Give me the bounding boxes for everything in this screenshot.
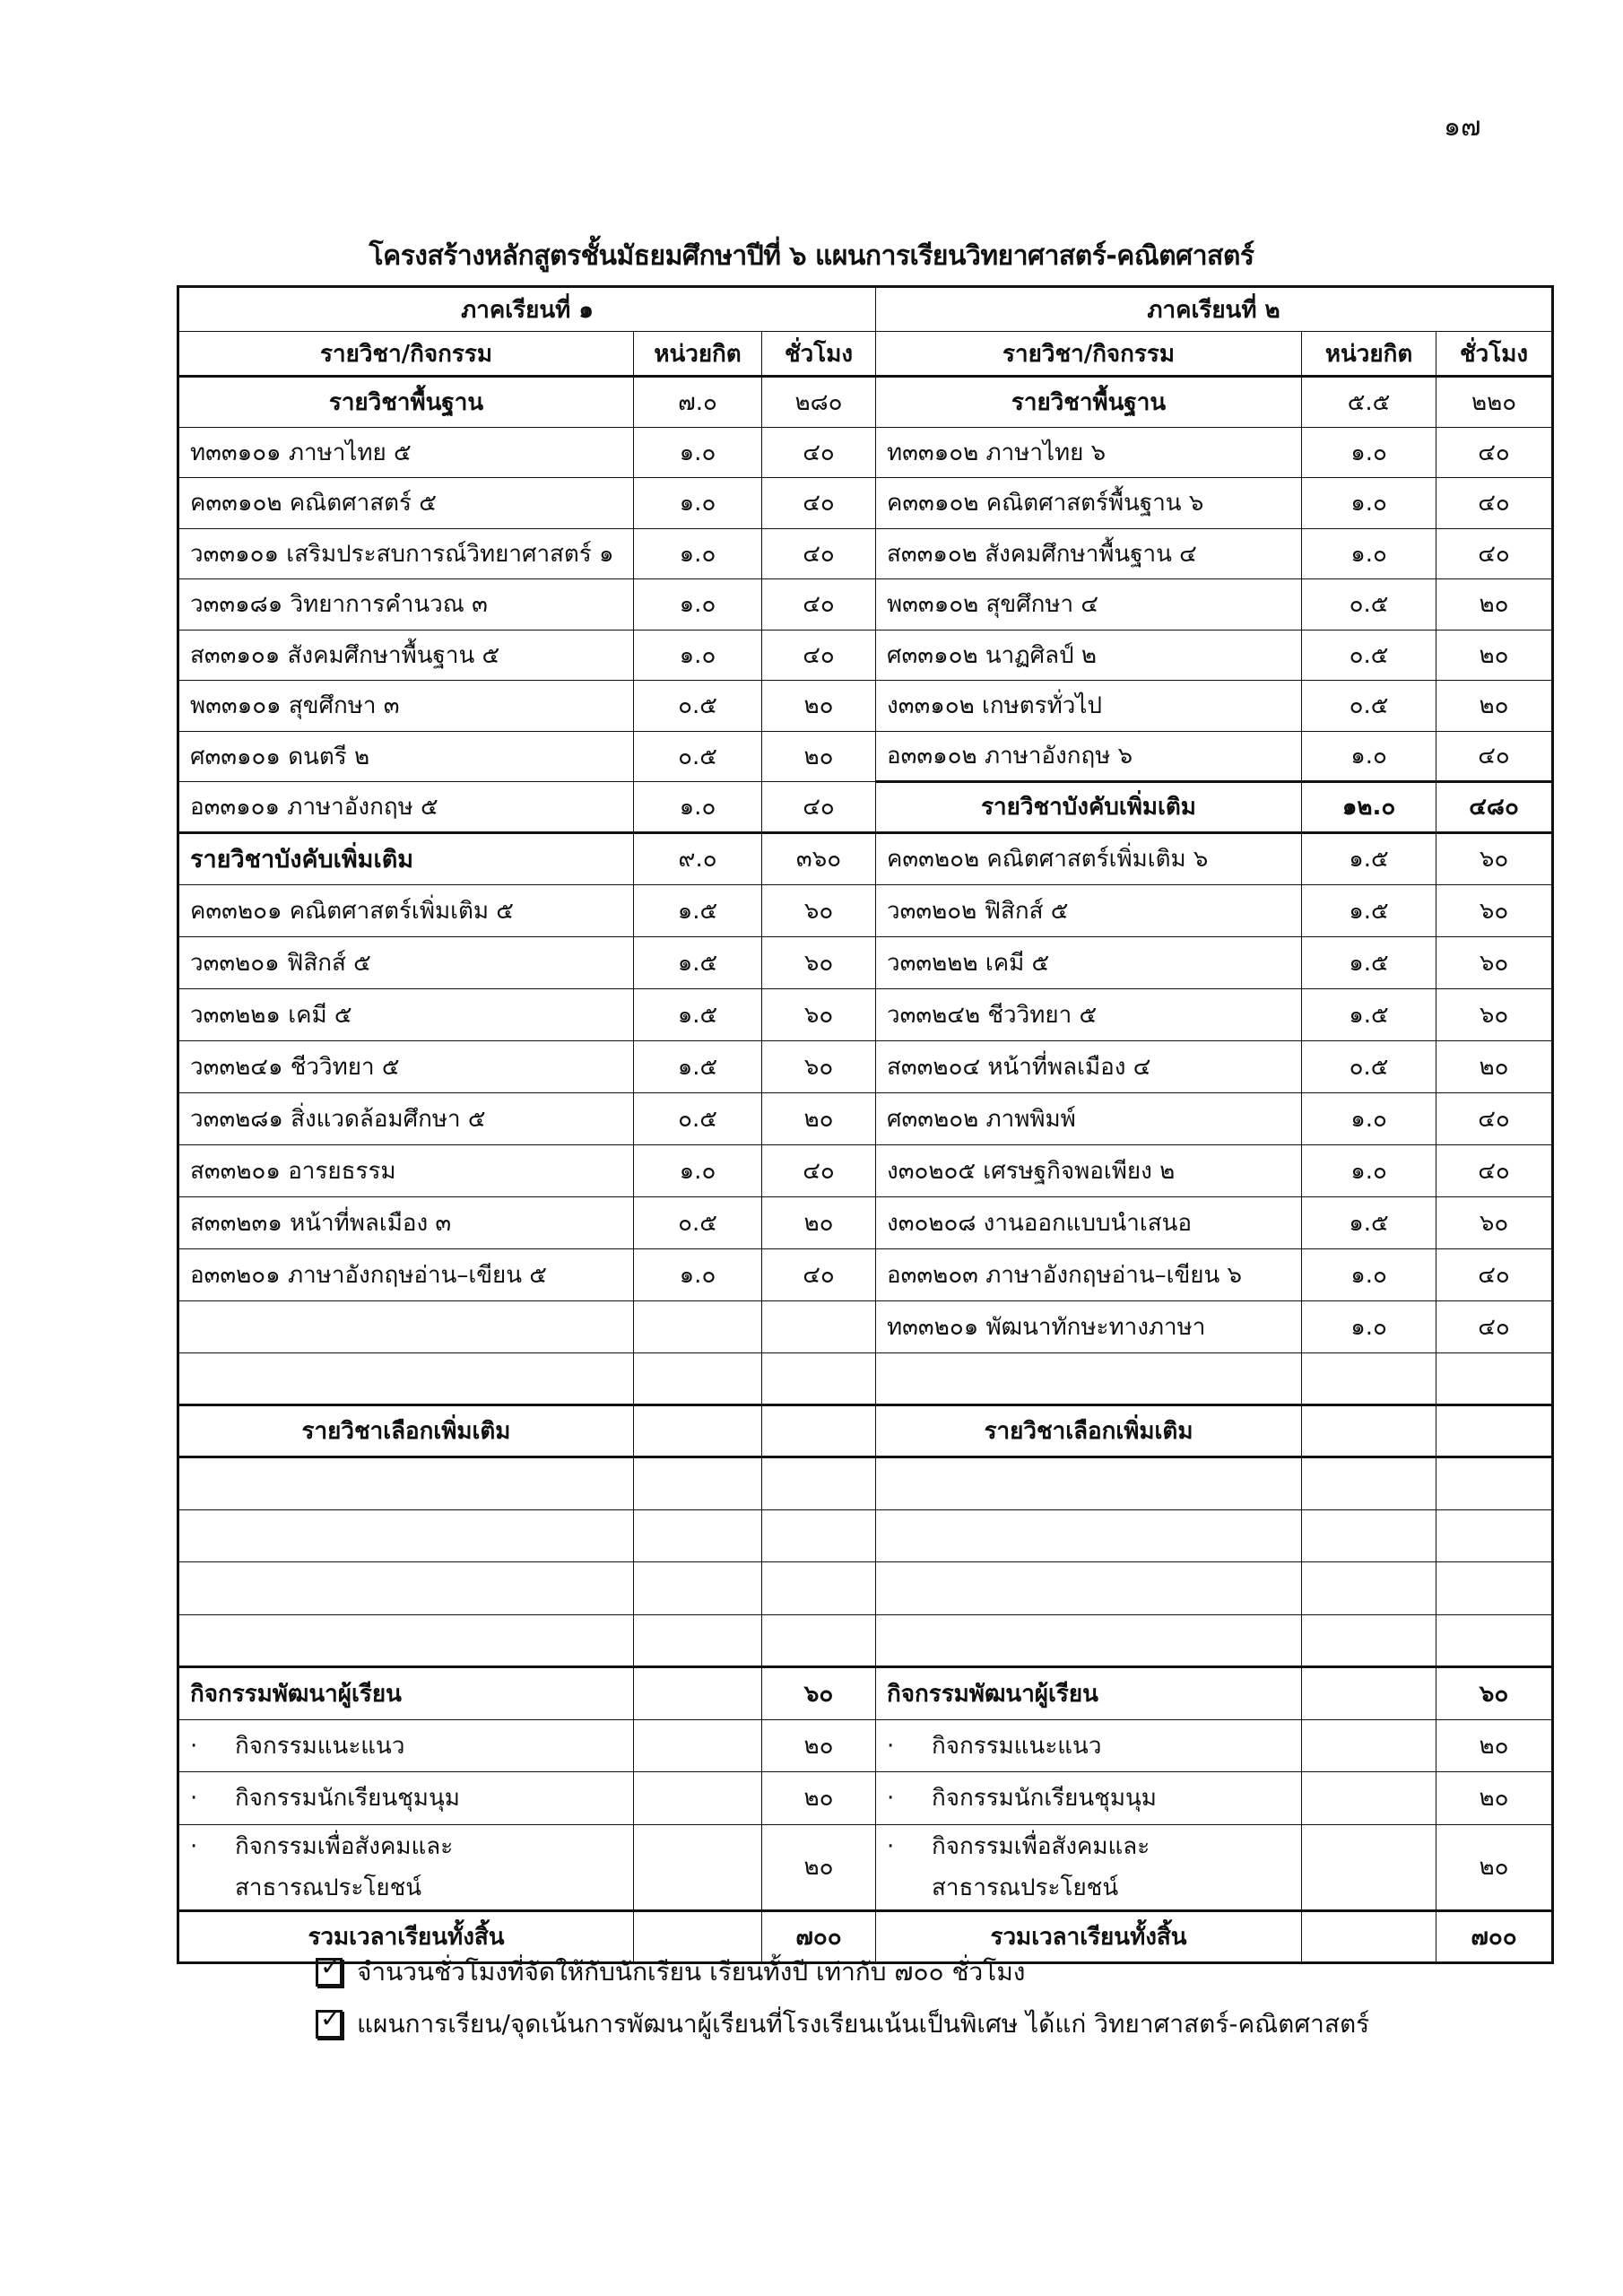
section-hours: ๔๘๐ [1436, 782, 1553, 833]
empty-cell [1302, 1352, 1436, 1405]
bullet: · [887, 1785, 895, 1813]
subject-hours: ๖๐ [1436, 936, 1553, 988]
subject-credits: ๐.๕ [634, 731, 762, 782]
subject-hours: ๔๐ [762, 782, 876, 833]
empty-cell [762, 1405, 876, 1457]
subject-credits: ๑.๐ [1302, 528, 1436, 579]
subject-credits: ๑.๕ [1302, 1196, 1436, 1248]
empty-cell [876, 1562, 1302, 1615]
subject-credits: ๑.๐ [634, 427, 762, 478]
subject-name: ว๓๓๒๒๑ เคมี ๕ [178, 988, 634, 1040]
subject-hours: ๔๐ [762, 528, 876, 579]
table-row [178, 1824, 1553, 1910]
activity-hours: ๒๐ [762, 1772, 876, 1825]
table-row [178, 1719, 1553, 1772]
empty-cell [1302, 1772, 1436, 1825]
subject-hours: ๖๐ [1436, 988, 1553, 1040]
empty-cell [178, 1509, 634, 1562]
bullet: · [887, 1732, 895, 1760]
subject-name: ง๓๐๒๐๘ งานออกแบบนำเสนอ [876, 1196, 1302, 1248]
table-row [178, 1667, 1553, 1720]
notes [316, 1948, 1369, 2052]
table-row [178, 1457, 1553, 1510]
subject-hours: ๒๐ [1436, 579, 1553, 631]
subject-credits: ๑.๐ [634, 579, 762, 631]
section-label: รายวิชาบังคับเพิ่มเติม [876, 782, 1302, 833]
empty-cell [1436, 1614, 1553, 1667]
subject-credits: ๑.๐ [634, 1144, 762, 1196]
note-item [316, 2000, 1369, 2048]
subject-hours: ๔๐ [1436, 1300, 1553, 1352]
subject-name: ศ๓๓๒๐๒ ภาพพิมพ์ [876, 1092, 1302, 1144]
empty-cell [634, 1405, 762, 1457]
subject-name: ท๓๓๑๐๒ ภาษาไทย ๖ [876, 427, 1302, 478]
empty-cell [762, 1352, 876, 1405]
activity-hours: ๒๐ [1436, 1719, 1553, 1772]
empty-cell [1436, 1509, 1553, 1562]
bullet: · [190, 1832, 198, 1860]
activity-item [876, 1824, 1302, 1910]
subject-name: ว๓๓๒๔๒ ชีววิทยา ๕ [876, 988, 1302, 1040]
subject-name: ว๓๓๑๐๑ เสริมประสบการณ์วิทยาศาสตร์ ๑ [178, 528, 634, 579]
subject-credits: ๐.๕ [634, 1092, 762, 1144]
subject-credits: ๐.๕ [634, 681, 762, 732]
subject-credits: ๑.๕ [634, 1040, 762, 1092]
empty-cell [762, 1614, 876, 1667]
checked-box-icon [316, 1958, 343, 1987]
col-header-hours: ชั่วโมง [762, 332, 876, 377]
document-title: โครงสร้างหลักสูตรชั้นมัธยมศึกษาปีที่ ๖ แผนการเรียนวิทยาศาสตร์-คณิตศาสตร์ [369, 240, 1254, 272]
subject-hours: ๔๐ [1436, 1144, 1553, 1196]
table-row [178, 731, 1553, 782]
empty-cell [876, 1509, 1302, 1562]
table-row [178, 579, 1553, 631]
note-item [316, 1948, 1369, 1996]
table-row [178, 1196, 1553, 1248]
subject-credits: ๑.๐ [634, 478, 762, 529]
table-body [178, 427, 1553, 1963]
subject-name: ส๓๓๒๓๑ หน้าที่พลเมือง ๓ [178, 1196, 634, 1248]
empty-cell [1436, 1457, 1553, 1510]
subject-hours: ๔๐ [1436, 528, 1553, 579]
empty-cell [876, 1614, 1302, 1667]
subject-credits: ๐.๕ [1302, 579, 1436, 631]
activity-hours: ๒๐ [762, 1824, 876, 1910]
subject-credits: ๑.๐ [634, 630, 762, 681]
empty-cell [178, 1614, 634, 1667]
total-label: รวมเวลาเรียนทั้งสิ้น [876, 1910, 1302, 1963]
section-credits: ๗.๐ [634, 377, 762, 428]
basic-subjects-row [178, 377, 1553, 428]
activity-name: กิจกรรมนักเรียนชุมนุม [932, 1785, 1157, 1813]
activity-name: กิจกรรมเพื่อสังคมและ [932, 1832, 1150, 1860]
subject-name: อ๓๓๒๐๑ ภาษาอังกฤษอ่าน–เขียน ๕ [178, 1248, 634, 1300]
section-credits: ๑๒.๐ [1302, 782, 1436, 833]
note-text: จำนวนชั่วโมงที่จัดให้กับนักเรียน เรียนทั้งปี เท่ากับ ๗๐๐ ชั่วโมง [357, 1957, 1026, 1987]
section-label: รายวิชาพื้นฐาน [178, 377, 634, 428]
subject-hours: ๖๐ [762, 884, 876, 936]
empty-cell [1302, 1405, 1436, 1457]
section-label: รายวิชาบังคับเพิ่มเติม [178, 832, 634, 884]
subject-credits: ๑.๕ [1302, 936, 1436, 988]
table-row [178, 1772, 1553, 1825]
subject-hours: ๔๐ [1436, 1092, 1553, 1144]
subject-name: ท๓๓๑๐๑ ภาษาไทย ๕ [178, 427, 634, 478]
empty-cell [634, 1824, 762, 1910]
activity-item [178, 1719, 634, 1772]
column-header-row [178, 332, 1553, 377]
subject-credits: ๑.๐ [1302, 731, 1436, 782]
subject-name: ส๓๓๑๐๒ สังคมศึกษาพื้นฐาน ๔ [876, 528, 1302, 579]
empty-cell [634, 1667, 762, 1720]
empty-cell [634, 1562, 762, 1615]
activity-item [178, 1824, 634, 1910]
bullet: · [887, 1832, 895, 1860]
empty-cell [634, 1509, 762, 1562]
subject-credits: ๑.๐ [1302, 1144, 1436, 1196]
empty-cell [1436, 1405, 1553, 1457]
empty-cell [1302, 1667, 1436, 1720]
table-row [178, 1509, 1553, 1562]
subject-name: ส๓๓๑๐๑ สังคมศึกษาพื้นฐาน ๕ [178, 630, 634, 681]
activity-name: กิจกรรมแนะแนว [932, 1732, 1102, 1760]
subject-credits: ๐.๕ [1302, 681, 1436, 732]
subject-hours: ๖๐ [1436, 832, 1553, 884]
section-credits: ๙.๐ [634, 832, 762, 884]
semester-1-label: ภาคเรียนที่ ๑ [178, 287, 876, 332]
subject-name: ว๓๓๒๐๒ ฟิสิกส์ ๕ [876, 884, 1302, 936]
subject-credits: ๐.๕ [634, 1196, 762, 1248]
table-row [178, 478, 1553, 529]
activity-item [876, 1719, 1302, 1772]
subject-name: ง๓๓๑๐๒ เกษตรทั่วไป [876, 681, 1302, 732]
subject-name: ศ๓๓๑๐๒ นาฏศิลป์ ๒ [876, 630, 1302, 681]
table-row [178, 1352, 1553, 1405]
section-label: กิจกรรมพัฒนาผู้เรียน [178, 1667, 634, 1720]
table-row [178, 681, 1553, 732]
subject-name: อ๓๓๒๐๓ ภาษาอังกฤษอ่าน–เขียน ๖ [876, 1248, 1302, 1300]
checked-box-icon [316, 2010, 343, 2039]
subject-credits: ๑.๐ [1302, 1300, 1436, 1352]
table-row [178, 884, 1553, 936]
subject-credits: ๑.๕ [1302, 832, 1436, 884]
subject-name: ค๓๓๒๐๑ คณิตศาสตร์เพิ่มเติม ๕ [178, 884, 634, 936]
subject-hours: ๒๐ [1436, 630, 1553, 681]
empty-cell [634, 1352, 762, 1405]
subject-name: ค๓๓๑๐๒ คณิตศาสตร์ ๕ [178, 478, 634, 529]
table-row [178, 1040, 1553, 1092]
subject-hours: ๖๐ [1436, 884, 1553, 936]
note-text: แผนการเรียน/จุดเน้นการพัฒนาผู้เรียนที่โรงเรียนเน้นเป็นพิเศษ ได้แก่ วิทยาศาสตร์-คณิตศาสตร์ [357, 2009, 1370, 2039]
col-header-subject: รายวิชา/กิจกรรม [178, 332, 634, 377]
subject-credits: ๑.๕ [634, 988, 762, 1040]
activity-name: กิจกรรมนักเรียนชุมนุม [235, 1785, 460, 1813]
subject-hours: ๔๐ [762, 630, 876, 681]
subject-hours: ๔๐ [762, 427, 876, 478]
table-row [178, 1248, 1553, 1300]
activity-name: กิจกรรมแนะแนว [235, 1732, 405, 1760]
subject-name: ศ๓๓๑๐๑ ดนตรี ๒ [178, 731, 634, 782]
activity-item [178, 1772, 634, 1825]
table-row [178, 988, 1553, 1040]
subject-hours: ๔๐ [1436, 1248, 1553, 1300]
semester-2-label: ภาคเรียนที่ ๒ [876, 287, 1553, 332]
subject-name: ส๓๓๒๐๔ หน้าที่พลเมือง ๔ [876, 1040, 1302, 1092]
empty-cell [876, 1457, 1302, 1510]
bullet: · [190, 1785, 198, 1813]
subject-hours: ๒๐ [1436, 1040, 1553, 1092]
empty-cell [178, 1300, 634, 1352]
subject-credits: ๑.๐ [634, 1248, 762, 1300]
empty-cell [762, 1300, 876, 1352]
subject-name: ค๓๓๒๐๒ คณิตศาสตร์เพิ่มเติม ๖ [876, 832, 1302, 884]
table-row [178, 1562, 1553, 1615]
empty-cell [634, 1772, 762, 1825]
section-label: กิจกรรมพัฒนาผู้เรียน [876, 1667, 1302, 1720]
subject-hours: ๔๐ [762, 579, 876, 631]
subject-hours: ๖๐ [762, 988, 876, 1040]
table-row [178, 1144, 1553, 1196]
activity-hours: ๒๐ [1436, 1824, 1553, 1910]
subject-hours: ๔๐ [762, 478, 876, 529]
section-hours: ๖๐ [762, 1667, 876, 1720]
subject-credits: ๑.๐ [634, 528, 762, 579]
col-header-credits: หน่วยกิต [1302, 332, 1436, 377]
table-row [178, 630, 1553, 681]
subject-hours: ๒๐ [1436, 681, 1553, 732]
empty-cell [178, 1352, 634, 1405]
activity-name-continued: สาธารณประโยชน์ [932, 1874, 1119, 1901]
subject-name: ว๓๓๑๘๑ วิทยาการคำนวณ ๓ [178, 579, 634, 631]
subject-credits: ๑.๐ [1302, 1092, 1436, 1144]
activity-name: กิจกรรมเพื่อสังคมและ [235, 1832, 454, 1860]
empty-cell [876, 1352, 1302, 1405]
subject-hours: ๔๐ [762, 1144, 876, 1196]
empty-cell [634, 1614, 762, 1667]
subject-hours: ๒๐ [762, 1196, 876, 1248]
activity-hours: ๒๐ [1436, 1772, 1553, 1825]
total-hours: ๗๐๐ [1436, 1910, 1553, 1963]
subject-credits: ๐.๕ [1302, 630, 1436, 681]
section-label: รายวิชาพื้นฐาน [876, 377, 1302, 428]
empty-cell [1436, 1352, 1553, 1405]
table-row [178, 1092, 1553, 1144]
section-label: รายวิชาเลือกเพิ่มเติม [178, 1405, 634, 1457]
subject-name: ว๓๓๒๘๑ สิ่งแวดล้อมศึกษา ๕ [178, 1092, 634, 1144]
subject-name: ว๓๓๒๐๑ ฟิสิกส์ ๕ [178, 936, 634, 988]
subject-name: ส๓๓๒๐๑ อารยธรรม [178, 1144, 634, 1196]
empty-cell [762, 1509, 876, 1562]
subject-credits: ๑.๕ [634, 936, 762, 988]
subject-name: พ๓๓๑๐๒ สุขศึกษา ๔ [876, 579, 1302, 631]
subject-credits: ๐.๕ [1302, 1040, 1436, 1092]
empty-cell [1302, 1614, 1436, 1667]
col-header-credits: หน่วยกิต [634, 332, 762, 377]
subject-hours: ๒๐ [762, 731, 876, 782]
table-row [178, 832, 1553, 884]
section-hours: ๖๐ [1436, 1667, 1553, 1720]
subject-name: ท๓๓๒๐๑ พัฒนาทักษะทางภาษา [876, 1300, 1302, 1352]
table-row [178, 1614, 1553, 1667]
section-credits: ๕.๕ [1302, 377, 1436, 428]
subject-hours: ๔๐ [1436, 731, 1553, 782]
section-hours: ๒๘๐ [762, 377, 876, 428]
curriculum-table [177, 285, 1554, 1964]
empty-cell [1436, 1562, 1553, 1615]
table-row [178, 528, 1553, 579]
subject-name: ว๓๓๒๒๒ เคมี ๕ [876, 936, 1302, 988]
subject-credits: ๑.๐ [1302, 427, 1436, 478]
empty-cell [634, 1457, 762, 1510]
subject-name: อ๓๓๑๐๑ ภาษาอังกฤษ ๕ [178, 782, 634, 833]
empty-cell [1302, 1824, 1436, 1910]
table-row [178, 427, 1553, 478]
bullet: · [190, 1732, 198, 1760]
table-row [178, 936, 1553, 988]
empty-cell [1302, 1719, 1436, 1772]
subject-hours: ๔๐ [1436, 427, 1553, 478]
subject-hours: ๒๐ [762, 1092, 876, 1144]
empty-cell [1302, 1509, 1436, 1562]
empty-cell [634, 1300, 762, 1352]
subject-name: ง๓๐๒๐๕ เศรษฐกิจพอเพียง ๒ [876, 1144, 1302, 1196]
subject-hours: ๔๐ [762, 1248, 876, 1300]
subject-name: อ๓๓๑๐๒ ภาษาอังกฤษ ๖ [876, 731, 1302, 782]
subject-hours: ๖๐ [762, 936, 876, 988]
subject-name: พ๓๓๑๐๑ สุขศึกษา ๓ [178, 681, 634, 732]
total-hours: ๗๐๐ [762, 1910, 876, 1963]
col-header-hours: ชั่วโมง [1436, 332, 1553, 377]
subject-hours: ๖๐ [1436, 1196, 1553, 1248]
section-hours: ๓๖๐ [762, 832, 876, 884]
page-number: ๑๗ [1444, 111, 1481, 143]
activity-item [876, 1772, 1302, 1825]
subject-name: ค๓๓๑๐๒ คณิตศาสตร์พื้นฐาน ๖ [876, 478, 1302, 529]
subject-credits: ๑.๕ [634, 884, 762, 936]
activity-hours: ๒๐ [762, 1719, 876, 1772]
activity-name-continued: สาธารณประโยชน์ [235, 1874, 422, 1901]
subject-name: ว๓๓๒๔๑ ชีววิทยา ๕ [178, 1040, 634, 1092]
total-label: รวมเวลาเรียนทั้งสิ้น [178, 1910, 634, 1963]
empty-cell [634, 1719, 762, 1772]
empty-cell [1302, 1562, 1436, 1615]
table-row [178, 782, 1553, 833]
subject-hours: ๔๐ [1436, 478, 1553, 529]
empty-cell [178, 1562, 634, 1615]
subject-credits: ๑.๐ [1302, 1248, 1436, 1300]
section-hours: ๒๒๐ [1436, 377, 1553, 428]
empty-cell [762, 1562, 876, 1615]
empty-cell [762, 1457, 876, 1510]
table-row [178, 1300, 1553, 1352]
col-header-subject: รายวิชา/กิจกรรม [876, 332, 1302, 377]
subject-hours: ๖๐ [762, 1040, 876, 1092]
subject-credits: ๑.๐ [634, 782, 762, 833]
subject-hours: ๒๐ [762, 681, 876, 732]
semester-header-row [178, 287, 1553, 332]
empty-cell [178, 1457, 634, 1510]
empty-cell [1302, 1457, 1436, 1510]
section-label: รายวิชาเลือกเพิ่มเติม [876, 1405, 1302, 1457]
table-row [178, 1405, 1553, 1457]
subject-credits: ๑.๐ [1302, 478, 1436, 529]
subject-credits: ๑.๕ [1302, 884, 1436, 936]
subject-credits: ๑.๕ [1302, 988, 1436, 1040]
